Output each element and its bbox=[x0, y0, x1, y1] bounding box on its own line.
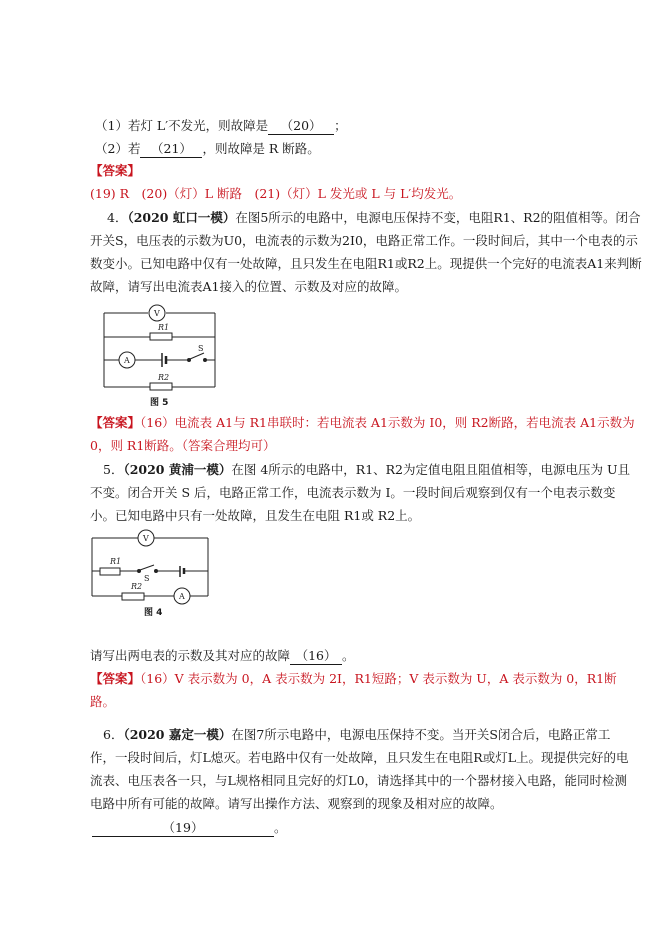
resistor-r1-icon bbox=[150, 333, 172, 340]
switch-icon bbox=[190, 353, 204, 359]
q5-line3: 小。已知电路中只有一处故障，且发生在电阻 R1或 R2上。 bbox=[90, 508, 421, 523]
resistor-r1-icon bbox=[100, 568, 120, 575]
figure-5-caption: 图 5 bbox=[150, 398, 169, 408]
switch-label: S bbox=[198, 344, 204, 353]
answer-blank-16: （16） bbox=[290, 648, 342, 665]
q6-line2: 作，一段时间后，灯L熄灭。若电路中仅有一处故障，且只发生在电阻R或灯L上。现提供完好的电 bbox=[90, 750, 629, 765]
q4-line2: 开关S，电压表的示数为U0，电流表的示数为2I0，电路正常工作。一段时间后，其中一个电表的示 bbox=[90, 233, 638, 248]
q5-line1: 5．（2020 黄浦一模）在图 4所示的电路中，R1、R2为定值电阻且阻值相等，电源电压为 U且 bbox=[103, 462, 631, 477]
q4-answer-line1: 【答案】（16）电流表 A1与 R1串联时：若电流表 A1示数为 I0，则 R2断路，若电流表 A1示数为 bbox=[90, 415, 635, 430]
q6-line1: 6．（2020 嘉定一模）在图7所示电路中，电源电压保持不变。当开关S闭合后，电路正常工 bbox=[103, 727, 611, 742]
resistor-r2-icon bbox=[150, 383, 172, 390]
answer-blank-19: （19） bbox=[92, 820, 274, 837]
q6-line3: 流表、电压表各一只，与L规格相同且完好的灯L0，请选择其中的一个器材接入电路，能同时检测 bbox=[90, 773, 628, 788]
q5-line2: 不变。闭合开关 S 后，电路正常工作，电流表示数为 I。一段时间后观察到仅有一个电表示数变 bbox=[90, 485, 616, 500]
q6-line4: 电路中所有可能的故障。请写出操作方法、观察到的现象及相对应的故障。 bbox=[90, 796, 503, 811]
q4-line4: 故障，请写出电流表A1接入的位置、示数及对应的故障。 bbox=[90, 279, 407, 294]
voltmeter-label: V bbox=[143, 534, 149, 543]
ammeter-label: A bbox=[124, 356, 130, 365]
switch-icon bbox=[140, 565, 154, 570]
q5-answer-line1: 【答案】（16）V 表示数为 0，A 表示数为 2I，R1短路；V 表示数为 U，A 表示数为 0，R1断 bbox=[90, 671, 617, 686]
q4-answer-line2: 0，则 R1断路。（答案合理均可） bbox=[90, 438, 276, 453]
answer-blank-20: （20） bbox=[268, 118, 334, 135]
ammeter-label: A bbox=[179, 592, 185, 601]
q4-line3: 数变小。已知电路中仅有一处故障，且只发生在电阻R1或R2上。现提供一个完好的电流表A1来判断 bbox=[90, 256, 642, 271]
q4-line1: 4．（2020 虹口一模）在图5所示的电路中，电源电压保持不变，电阻R1、R2的阻值相等。闭合 bbox=[107, 210, 641, 225]
q6-answer-blank-line: （19） 。 bbox=[92, 820, 287, 837]
q5-answer-line2: 路。 bbox=[90, 694, 116, 709]
r2-label: R2 bbox=[131, 582, 143, 591]
circuit-figure-4 bbox=[88, 528, 213, 608]
q5-ask: 请写出两电表的示数及其对应的故障 （16） 。 bbox=[90, 648, 355, 663]
r2-label: R2 bbox=[158, 373, 170, 382]
q-prev-line2: （2）若 （21） ，则故障是 R 断路。 bbox=[95, 141, 320, 156]
answer-tag: 【答案】 bbox=[90, 163, 141, 178]
resistor-r2-icon bbox=[122, 593, 144, 600]
r1-label: R1 bbox=[158, 323, 170, 332]
switch-label: S bbox=[144, 574, 150, 583]
r1-label: R1 bbox=[110, 557, 122, 566]
answer-text: (19) R (20)（灯）L 断路 (21)（灯）L 发光或 L 与 L′均发光。 bbox=[90, 186, 462, 201]
circuit-figure-5 bbox=[100, 302, 220, 392]
figure-4-caption: 图 4 bbox=[144, 608, 163, 618]
voltmeter-label: V bbox=[154, 309, 160, 318]
q-prev-line1: （1）若灯 L′不发光，则故障是 （20） ； bbox=[95, 118, 347, 133]
answer-blank-21: （21） bbox=[140, 141, 202, 158]
